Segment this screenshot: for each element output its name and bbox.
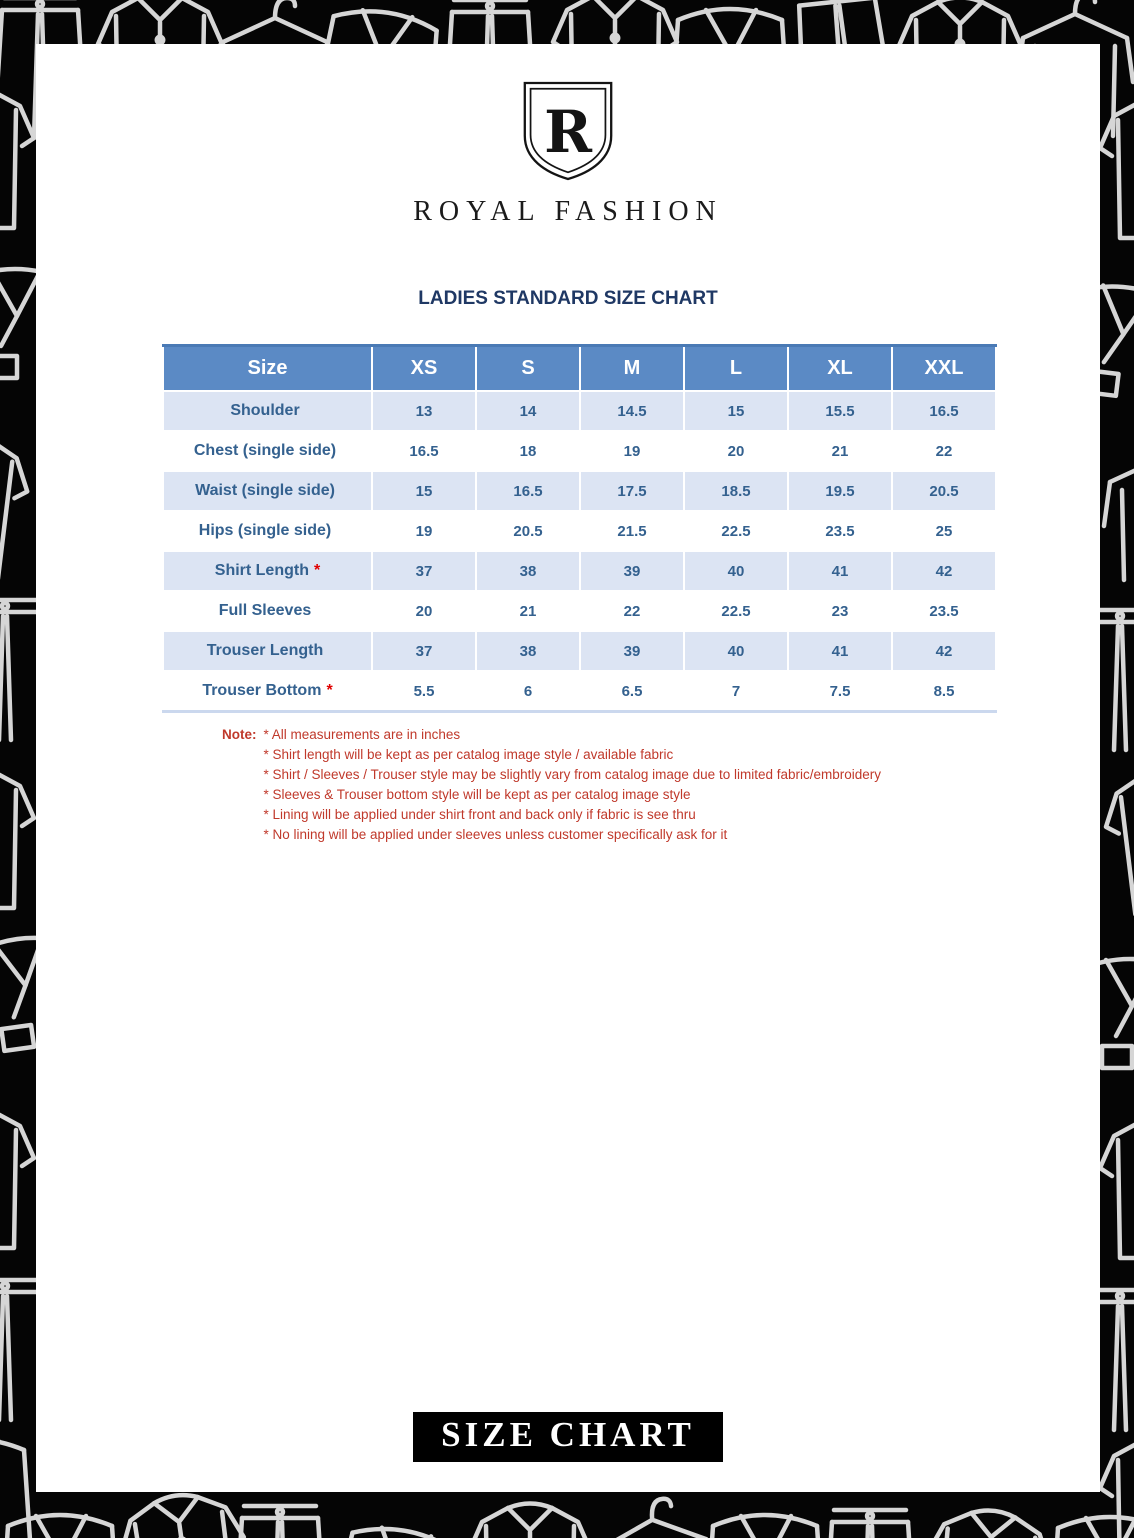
size-value: 16.5: [476, 471, 580, 511]
column-header-m: M: [580, 346, 684, 392]
size-value: 40: [684, 631, 788, 671]
size-value: 37: [372, 551, 476, 591]
size-value: 14.5: [580, 391, 684, 431]
size-value: 42: [892, 631, 996, 671]
table-row-full-sleeves: [163, 591, 996, 631]
size-value: 16.5: [892, 391, 996, 431]
brand-monogram: R: [544, 98, 592, 167]
table-row-trouser-bottom: [163, 671, 996, 712]
size-value: 42: [892, 551, 996, 591]
size-value: 13: [372, 391, 476, 431]
brand-name: ROYAL FASHION: [413, 196, 723, 227]
notes-section: [222, 725, 881, 845]
measurement-label: Waist (single side): [163, 471, 372, 511]
measurement-label: Trouser Length: [163, 631, 372, 671]
size-value: 23: [788, 591, 892, 631]
size-value: 20: [372, 591, 476, 631]
size-value: 23.5: [892, 591, 996, 631]
size-value: 18.5: [684, 471, 788, 511]
size-value: 20.5: [476, 511, 580, 551]
size-value: 22.5: [684, 591, 788, 631]
size-chart-document: [36, 44, 1100, 1492]
brand-logo: [36, 80, 1100, 228]
size-value: 15: [372, 471, 476, 511]
table-row-shoulder: [163, 391, 996, 431]
size-value: 19: [372, 511, 476, 551]
note-item: * All measurements are in inches: [263, 727, 461, 742]
size-value: 41: [788, 631, 892, 671]
column-header-xl: XL: [788, 346, 892, 392]
size-chart-banner: SIZE CHART: [413, 1412, 723, 1462]
measurement-label: Chest (single side): [163, 431, 372, 471]
note-item: * No lining will be applied under sleeves unless customer specifically ask for it: [263, 827, 728, 842]
measurement-label: Trouser Bottom *: [163, 671, 372, 712]
note-item: * Shirt / Sleeves / Trouser style may be slightly vary from catalog image due to limited fabric/embroidery: [263, 767, 881, 782]
measurement-label: Hips (single side): [163, 511, 372, 551]
table-row-shirt-length: [163, 551, 996, 591]
size-value: 22: [892, 431, 996, 471]
size-value: 16.5: [372, 431, 476, 471]
size-value: 18: [476, 431, 580, 471]
size-value: 15: [684, 391, 788, 431]
table-row-chest: [163, 431, 996, 471]
note-item: * Shirt length will be kept as per catalog image style / available fabric: [263, 747, 674, 762]
table-row-trouser-length: [163, 631, 996, 671]
size-value: 23.5: [788, 511, 892, 551]
shield-logo-icon: [520, 80, 616, 182]
size-value: 8.5: [892, 671, 996, 712]
size-value: 7: [684, 671, 788, 712]
size-value: 6.5: [580, 671, 684, 712]
size-value: 25: [892, 511, 996, 551]
measurement-label: Full Sleeves: [163, 591, 372, 631]
notes-list: [264, 725, 882, 845]
size-value: 37: [372, 631, 476, 671]
size-value: 21: [476, 591, 580, 631]
column-header-s: S: [476, 346, 580, 392]
column-header-size: Size: [163, 346, 372, 392]
size-value: 38: [476, 631, 580, 671]
note-item: * Lining will be applied under shirt front and back only if fabric is see thru: [263, 807, 696, 822]
size-value: 38: [476, 551, 580, 591]
size-value: 19: [580, 431, 684, 471]
note-item: * Sleeves & Trouser bottom style will be kept as per catalog image style: [263, 787, 691, 802]
table-row-waist: [163, 471, 996, 511]
footer-banner-container: [36, 1412, 1100, 1462]
size-value: 15.5: [788, 391, 892, 431]
size-value: 20: [684, 431, 788, 471]
size-value: 22: [580, 591, 684, 631]
size-value: 20.5: [892, 471, 996, 511]
size-value: 7.5: [788, 671, 892, 712]
size-value: 39: [580, 631, 684, 671]
size-value: 14: [476, 391, 580, 431]
column-header-xxl: XXL: [892, 346, 996, 392]
measurement-label: Shirt Length *: [163, 551, 372, 591]
size-value: 17.5: [580, 471, 684, 511]
size-value: 22.5: [684, 511, 788, 551]
header-row: [163, 346, 996, 392]
size-value: 19.5: [788, 471, 892, 511]
page-title: LADIES STANDARD SIZE CHART: [418, 288, 718, 309]
size-table: [162, 344, 997, 713]
notes-label: Note:: [222, 727, 257, 742]
size-value: 6: [476, 671, 580, 712]
size-value: 5.5: [372, 671, 476, 712]
table-row-hips: [163, 511, 996, 551]
column-header-xs: XS: [372, 346, 476, 392]
size-value: 39: [580, 551, 684, 591]
size-value: 40: [684, 551, 788, 591]
size-value: 21.5: [580, 511, 684, 551]
size-value: 21: [788, 431, 892, 471]
measurement-label: Shoulder: [163, 391, 372, 431]
size-table-container: [162, 344, 997, 713]
size-value: 41: [788, 551, 892, 591]
column-header-l: L: [684, 346, 788, 392]
